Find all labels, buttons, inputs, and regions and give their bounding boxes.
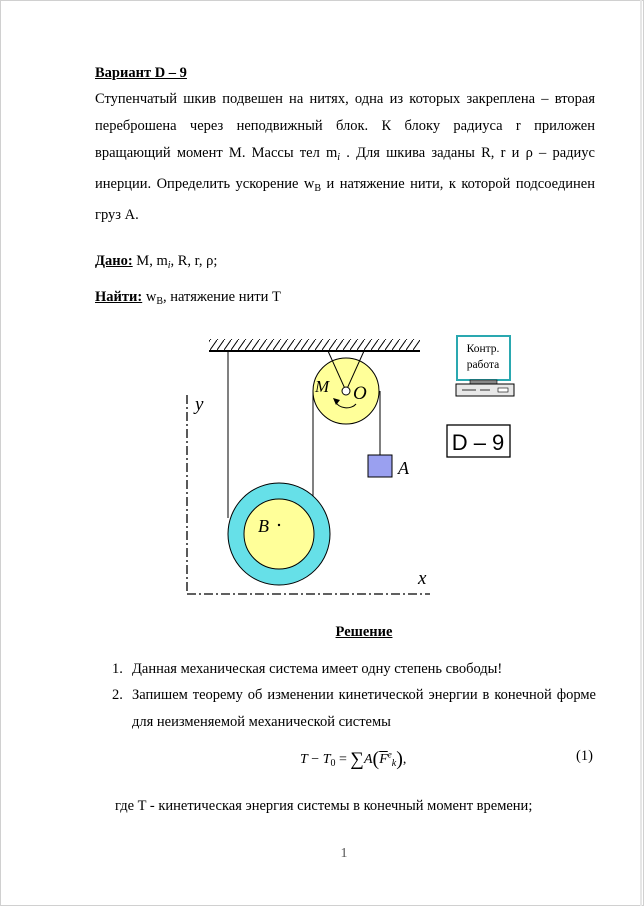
block-label-O: O bbox=[353, 383, 367, 404]
problem-statement: Ступенчатый шкив подвешен на нитях, одна из которых закреплена – вторая переброшена через неподвижный блок. К блоку радиуса r приложен вращающий момент M. Массы тел $m_i$ . Для шкива заданы R, r и ρ – радиус инерции. Определить ускорение $w_B$ и натяжение нити, к которой подсоединен груз A. bbox=[95, 91, 596, 223]
find-line: Найти: $w_B$, натяжение нити T bbox=[95, 289, 281, 307]
page-title: Вариант D – 9 bbox=[95, 65, 187, 81]
equation-number: (1) bbox=[576, 748, 593, 764]
page-number: 1 bbox=[340, 846, 348, 861]
y-axis-label: y bbox=[195, 394, 204, 415]
variant-box-label: D – 9 bbox=[451, 430, 505, 455]
stepped-pulley-inner bbox=[244, 499, 314, 569]
pulley-label-B: B bbox=[258, 516, 269, 536]
given-label: Дано: bbox=[95, 253, 133, 269]
x-axis-label: x bbox=[418, 568, 427, 589]
ceiling-hatch bbox=[209, 339, 420, 351]
where-text: где T - кинетическая энергия системы в конечный момент времени; bbox=[115, 798, 533, 814]
find-label: Найти: bbox=[95, 289, 143, 305]
solution-heading: Решение bbox=[335, 624, 393, 640]
given-line: Дано: M, $m_i$, R, r, ρ; bbox=[95, 253, 218, 271]
load-A bbox=[368, 455, 392, 477]
svg-text:Контр.: Контр. bbox=[466, 343, 500, 355]
pulley-center-dot bbox=[278, 524, 280, 526]
block-axle bbox=[342, 387, 350, 395]
energy-theorem-equation: $T - T_0 = \sum A(\overline{F}^e_k)$, bbox=[300, 748, 407, 770]
svg-text:работа: работа bbox=[466, 359, 500, 371]
moment-label-M: M bbox=[315, 377, 330, 396]
computer-badge-icon bbox=[456, 336, 514, 396]
load-label-A: A bbox=[398, 458, 409, 478]
